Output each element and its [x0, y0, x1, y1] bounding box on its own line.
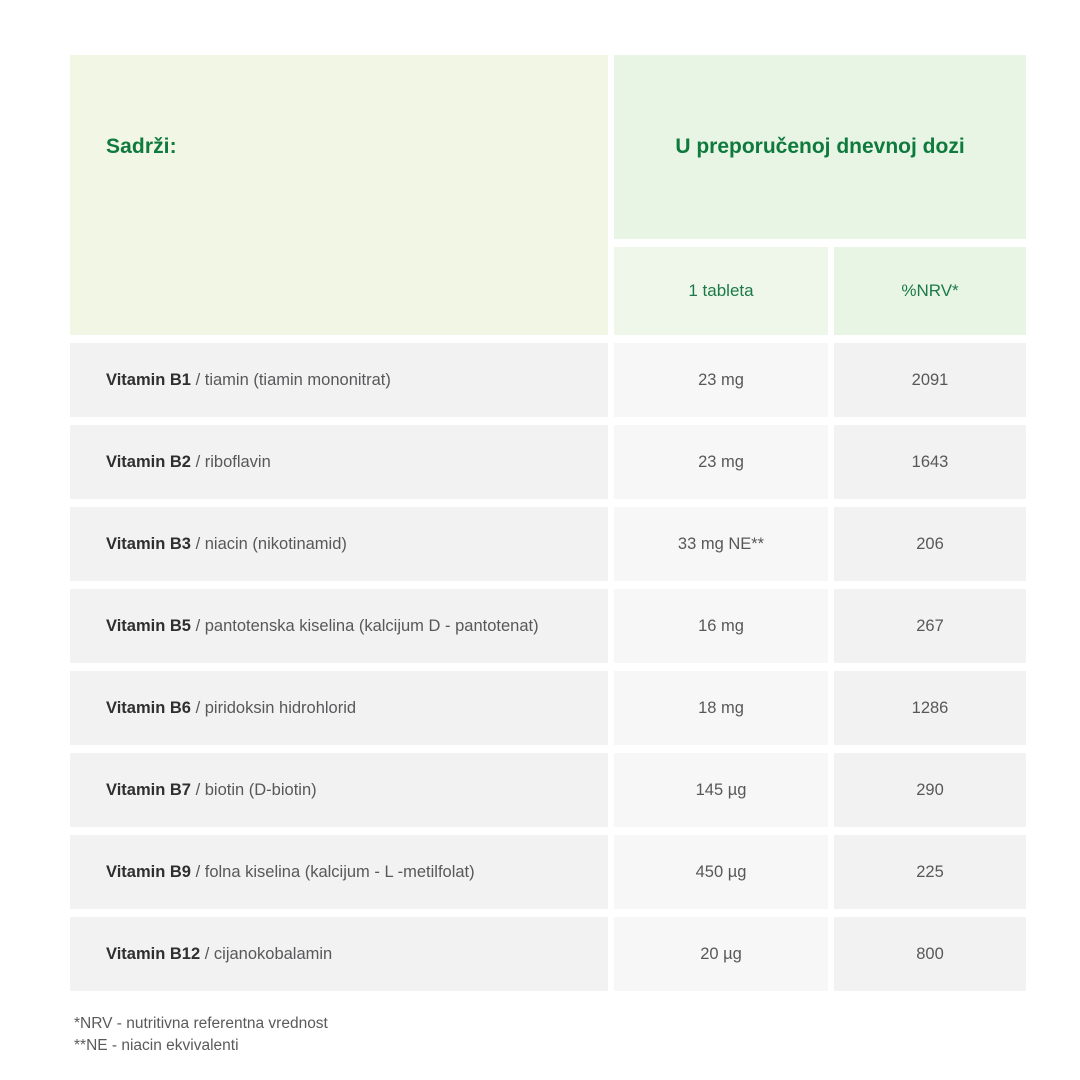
- row-dose-value: 16 mg: [614, 589, 828, 663]
- vitamin-description: / niacin (nikotinamid): [190, 534, 347, 553]
- table-row: [70, 343, 1026, 417]
- spacer-cell: [70, 417, 608, 425]
- row-nrv-value: 290: [834, 753, 1026, 827]
- footnotes: [74, 1013, 1014, 1057]
- table-row: [70, 753, 1026, 827]
- vitamin-name: Vitamin B3: [106, 534, 191, 553]
- row-name-cell: [70, 507, 608, 581]
- row-dose-value: 18 mg: [614, 671, 828, 745]
- row-dose-value: 23 mg: [614, 343, 828, 417]
- spacer-cell: [834, 581, 1026, 589]
- spacer-cell: [614, 827, 828, 835]
- spacer-cell: [614, 417, 828, 425]
- vitamin-description: / tiamin (tiamin mononitrat): [190, 370, 391, 389]
- row-spacer: [70, 909, 1026, 917]
- row-name-cell: [70, 589, 608, 663]
- row-nrv-value: 800: [834, 917, 1026, 991]
- row-spacer: [70, 827, 1026, 835]
- spacer-cell: [614, 663, 828, 671]
- vitamin-description: / cijanokobalamin: [200, 944, 333, 963]
- spacer-cell: [614, 909, 828, 917]
- row-nrv-value: 1643: [834, 425, 1026, 499]
- vitamin-description: / pantotenska kiselina (kalcijum D - pantotenat): [190, 616, 539, 635]
- spacer-cell: [70, 499, 608, 507]
- vitamin-name: Vitamin B1: [106, 370, 191, 389]
- row-nrv-value: 1286: [834, 671, 1026, 745]
- subheader-dose-label: 1 tableta: [614, 247, 828, 335]
- subheader-nrv-label: %NRV*: [834, 247, 1026, 335]
- table-row: [70, 589, 1026, 663]
- header-contains-label: Sadrži:: [70, 55, 608, 239]
- spacer-cell: [834, 827, 1026, 835]
- table-subheader-row: [70, 247, 1026, 335]
- vitamin-name: Vitamin B9: [106, 862, 191, 881]
- spacer-cell: [70, 581, 608, 589]
- nutrition-table: [70, 55, 1026, 991]
- row-dose-value: 145 µg: [614, 753, 828, 827]
- spacer-cell: [834, 335, 1026, 343]
- table-row: [70, 671, 1026, 745]
- row-dose-value: 23 mg: [614, 425, 828, 499]
- vitamin-name: Vitamin B12: [106, 944, 201, 963]
- header-body-spacer: [70, 335, 1026, 343]
- table-row: [70, 507, 1026, 581]
- spacer-cell: [614, 745, 828, 753]
- spacer-cell: [614, 499, 828, 507]
- footnote-ne: **NE - niacin ekvivalenti: [74, 1037, 239, 1054]
- vitamin-name: Vitamin B2: [106, 452, 191, 471]
- row-name-cell: [70, 671, 608, 745]
- spacer-cell: [70, 745, 608, 753]
- header-daily-dose-label: U preporučenoj dnevnoj dozi: [614, 55, 1026, 239]
- row-nrv-value: 206: [834, 507, 1026, 581]
- vitamin-description: / riboflavin: [190, 452, 271, 471]
- vitamin-name: Vitamin B5: [106, 616, 191, 635]
- header-left-continuation: [70, 239, 608, 247]
- row-spacer: [70, 745, 1026, 753]
- vitamin-name: Vitamin B6: [106, 698, 191, 717]
- row-spacer: [70, 417, 1026, 425]
- row-dose-value: 20 µg: [614, 917, 828, 991]
- spacer-cell: [614, 335, 828, 343]
- row-nrv-value: 267: [834, 589, 1026, 663]
- row-nrv-value: 225: [834, 835, 1026, 909]
- spacer-cell: [614, 581, 828, 589]
- spacer-cell: [834, 745, 1026, 753]
- spacer-cell: [834, 663, 1026, 671]
- row-name-cell: [70, 425, 608, 499]
- row-spacer: [70, 663, 1026, 671]
- table-row: [70, 835, 1026, 909]
- table-header-row: [70, 55, 1026, 239]
- row-spacer: [70, 581, 1026, 589]
- table-row: [70, 917, 1026, 991]
- row-spacer: [70, 499, 1026, 507]
- vitamin-description: / folna kiselina (kalcijum - L -metilfolat): [190, 862, 475, 881]
- vitamin-description: / piridoksin hidrohlorid: [190, 698, 357, 717]
- row-name-cell: [70, 917, 608, 991]
- vitamin-description: / biotin (D-biotin): [190, 780, 317, 799]
- row-name-cell: [70, 835, 608, 909]
- table-row: [70, 425, 1026, 499]
- vitamin-name: Vitamin B7: [106, 780, 191, 799]
- spacer-cell: [834, 909, 1026, 917]
- header-gap: [614, 239, 1026, 247]
- row-dose-value: 33 mg NE**: [614, 507, 828, 581]
- spacer-cell: [834, 417, 1026, 425]
- spacer-cell: [834, 499, 1026, 507]
- spacer-cell: [70, 909, 608, 917]
- spacer-cell: [70, 335, 608, 343]
- spacer-cell: [70, 663, 608, 671]
- row-name-cell: [70, 753, 608, 827]
- row-nrv-value: 2091: [834, 343, 1026, 417]
- row-name-cell: [70, 343, 608, 417]
- table-body: [70, 55, 1026, 991]
- subheader-left-empty: [70, 247, 608, 335]
- row-dose-value: 450 µg: [614, 835, 828, 909]
- footnote-nrv: *NRV - nutritivna referentna vrednost: [74, 1015, 328, 1032]
- spacer-cell: [70, 827, 608, 835]
- header-gap-row: [70, 239, 1026, 247]
